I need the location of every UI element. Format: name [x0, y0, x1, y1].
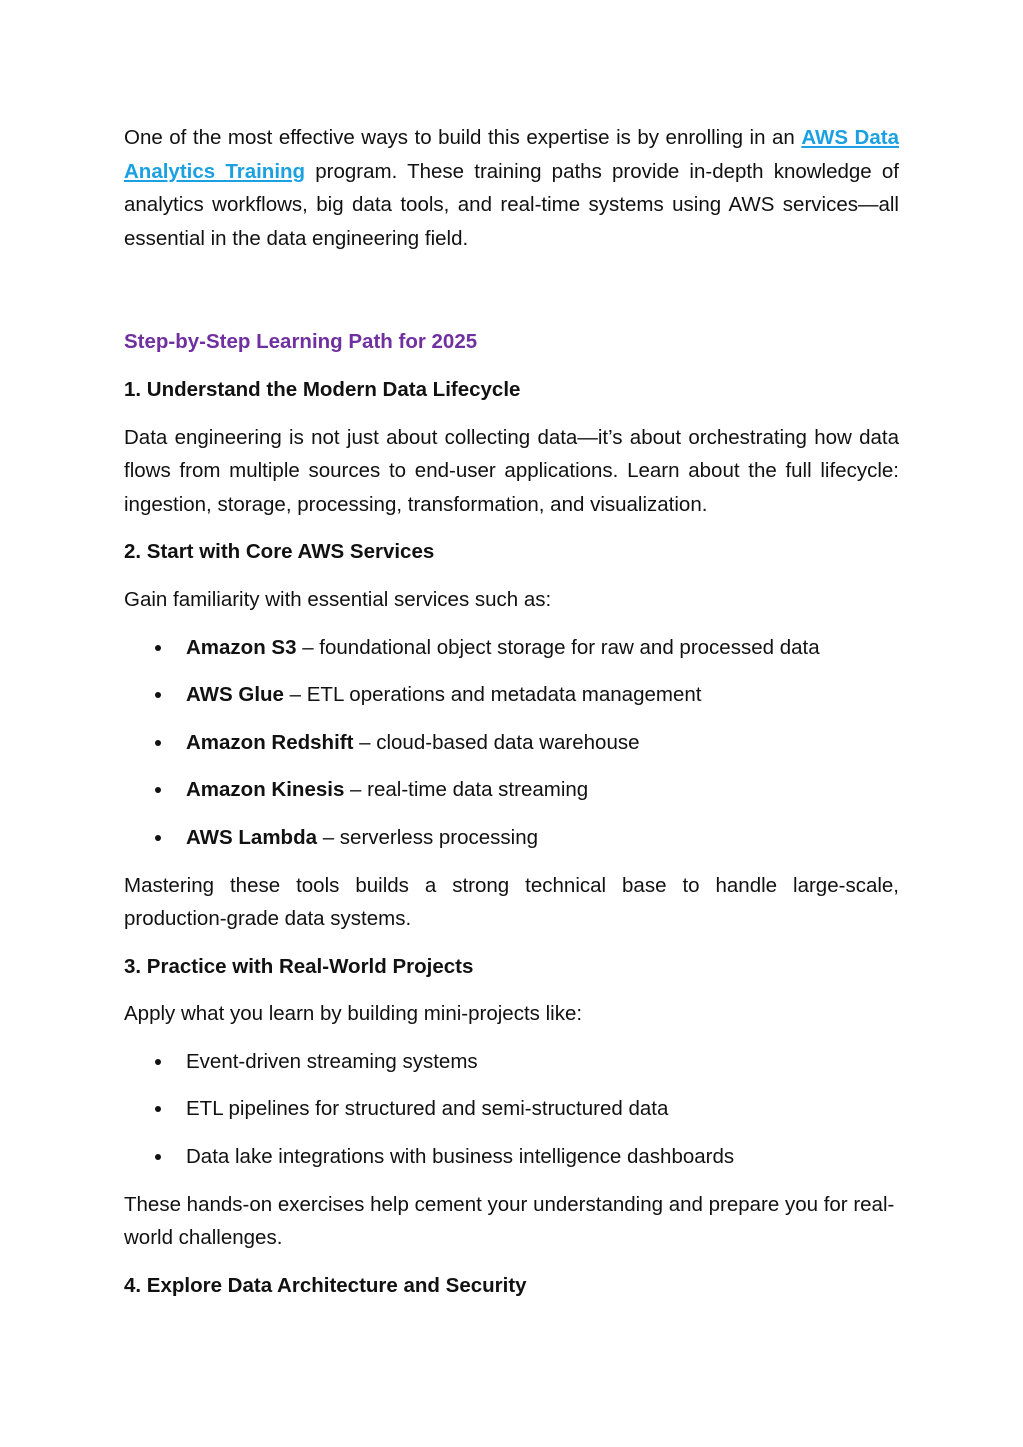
step-1-heading: 1. Understand the Modern Data Lifecycle: [124, 377, 521, 401]
bullet-icon: [155, 1059, 161, 1065]
service-description: – serverless processing: [317, 825, 539, 849]
step-3-lead: Apply what you learn by building mini-projects like:: [124, 1002, 583, 1026]
service-name: AWS Glue: [186, 683, 284, 707]
bullet-icon: [155, 835, 161, 841]
step-3-closing: These hands-on exercises help cement your understanding and prepare you for real-world challenges.: [124, 1192, 895, 1250]
service-name: Amazon Redshift: [186, 730, 354, 754]
step-4-heading: 4. Explore Data Architecture and Security: [124, 1273, 527, 1297]
intro-text-after: program. These training paths provide in-depth knowledge of analytics workflows, big data tools, and real-time systems using AWS services—all essential in the data engineering field.: [124, 159, 899, 250]
bullet-icon: [155, 692, 161, 698]
project-idea: Event-driven streaming systems: [186, 1049, 478, 1073]
list-item: [124, 631, 899, 665]
list-item: [124, 678, 899, 712]
service-description: – foundational object storage for raw and processed data: [296, 635, 820, 659]
project-idea: ETL pipelines for structured and semi-structured data: [186, 1097, 669, 1121]
service-description: – cloud-based data warehouse: [353, 730, 640, 754]
aws-data-analytics-training-link[interactable]: AWS Data Analytics Training: [124, 126, 899, 183]
document-page: [124, 121, 899, 1316]
section-title: Step-by-Step Learning Path for 2025: [124, 330, 478, 354]
list-item: [124, 821, 899, 855]
service-name: Amazon Kinesis: [186, 778, 345, 802]
list-item: [124, 726, 899, 760]
bullet-icon: [155, 787, 161, 793]
service-name: AWS Lambda: [186, 825, 317, 849]
project-ideas-list: [124, 1045, 899, 1174]
list-item: [124, 773, 899, 807]
aws-services-list: [124, 631, 899, 855]
step-2-lead: Gain familiarity with essential services such as:: [124, 587, 552, 611]
list-item: [124, 1045, 899, 1079]
bullet-icon: [155, 1154, 161, 1160]
bullet-icon: [155, 1106, 161, 1112]
step-3-heading: 3. Practice with Real-World Projects: [124, 954, 474, 978]
service-description: – ETL operations and metadata management: [283, 683, 702, 707]
bullet-icon: [155, 740, 161, 746]
intro-paragraph: [124, 121, 899, 255]
list-item: [124, 1140, 899, 1174]
intro-text-before: One of the most effective ways to build this expertise is by enrolling in an: [124, 126, 802, 149]
list-item: [124, 1092, 899, 1126]
step-2-heading: 2. Start with Core AWS Services: [124, 540, 435, 564]
step-2-closing: Mastering these tools builds a strong technical base to handle large-scale, production-grade data systems.: [124, 873, 899, 931]
step-1-paragraph: Data engineering is not just about collecting data—it’s about orchestrating how data flows from multiple sources to end-user applications. Learn about the full lifecycle: ingestion, storage, processing, transformation, and visualization.: [124, 425, 899, 516]
service-description: – real-time data streaming: [344, 778, 589, 802]
project-idea: Data lake integrations with business intelligence dashboards: [186, 1145, 735, 1169]
bullet-icon: [155, 645, 161, 651]
service-name: Amazon S3: [186, 635, 297, 659]
